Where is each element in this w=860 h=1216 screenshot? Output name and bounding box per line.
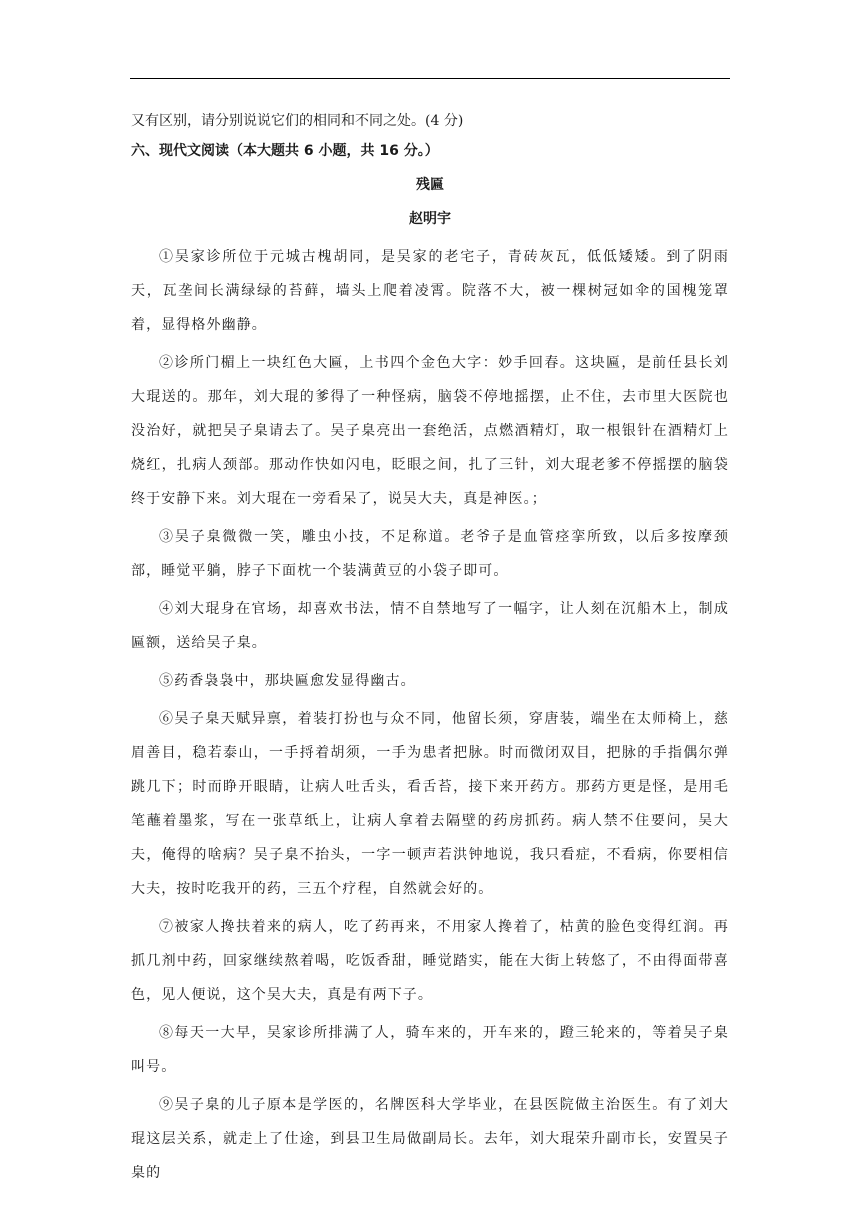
paragraph-5: ⑤药香袅袅中，那块匾愈发显得幽古。 <box>159 673 416 689</box>
paragraph-9: ⑨吴子臬的儿子原本是学医的，名牌医科大学毕业，在县医院做主治医生。有了刘大琨这层关系，就走上了仕途，到县卫生局做副局长。去年，刘大琨荣升副市长，安置吴子臬的 <box>131 1097 729 1181</box>
paragraph-1: ①吴家诊所位于元城古槐胡同，是吴家的老宅子，青砖灰瓦，低低矮矮。到了阴雨天，瓦垄间长满绿绿的苔藓，墙头上爬着凌霄。院落不大，被一棵树冠如伞的国槐笼罩着，显得格外幽静。 <box>131 249 729 333</box>
paragraph-7: ⑦被家人搀扶着来的病人，吃了药再来，不用家人搀着了，枯黄的脸色变得红润。再抓几剂中药，回家继续熬着喝，吃饭香甜，睡觉踏实，能在大街上转悠了，不由得面带喜色，见人便说，这个吴大夫，真是有两下子。 <box>131 919 729 1003</box>
paragraph-4: ④刘大琨身在官场，却喜欢书法，情不自禁地写了一幅字，让人刻在沉船木上，制成匾额，送给吴子臬。 <box>131 601 729 651</box>
paragraph-3: ③吴子臬微微一笑，雕虫小技，不足称道。老爷子是血管痉挛所致，以后多按摩颈部，睡觉平躺，脖子下面枕一个装满黄豆的小袋子即可。 <box>131 529 729 579</box>
article-author: 赵明宇 <box>409 211 451 227</box>
question-continuation: 又有区别，请分别说说它们的相同和不同之处。(4 分) <box>131 113 464 129</box>
document-body <box>131 106 729 1190</box>
paragraph-2: ②诊所门楣上一块红色大匾，上书四个金色大字：妙手回春。这块匾，是前任县长刘大琨送的。那年，刘大琨的爹得了一种怪病，脑袋不停地摇摆，止不住，去市里大医院也没治好，就把吴子臬请去了。吴子臬亮出一套绝活，点燃酒精灯，取一根银针在酒精灯上烧红，扎病人颈部。那动作快如闪电，眨眼之间，扎了三针，刘大琨老爹不停摇摆的脑袋终于安静下来。刘大琨在一旁看呆了，说吴大夫，真是神医。； <box>131 355 729 507</box>
header-divider <box>130 78 730 79</box>
paragraph-6: ⑥吴子臬天赋异禀，着装打扮也与众不同，他留长须，穿唐装，端坐在太师椅上，慈眉善目，稳若泰山，一手捋着胡须，一手为患者把脉。时而微闭双目，把脉的手指偶尔弹跳几下；时而睁开眼睛，让病人吐舌头，看舌苔，接下来开药方。那药方更是怪，是用毛笔蘸着墨浆，写在一张草纸上，让病人拿着去隔壁的药房抓药。病人禁不住要问，吴大夫，俺得的啥病？吴子臬不抬头，一字一顿声若洪钟地说，我只看症，不看病，你要相信大夫，按时吃我开的药，三五个疗程，自然就会好的。 <box>131 711 729 897</box>
section-heading: 六、现代文阅读（本大题共 6 小题，共 16 分。） <box>131 143 439 159</box>
paragraph-8: ⑧每天一大早，吴家诊所排满了人，骑车来的，开车来的，蹬三轮来的，等着吴子臬叫号。 <box>131 1025 729 1075</box>
article-title: 残匾 <box>416 177 444 193</box>
